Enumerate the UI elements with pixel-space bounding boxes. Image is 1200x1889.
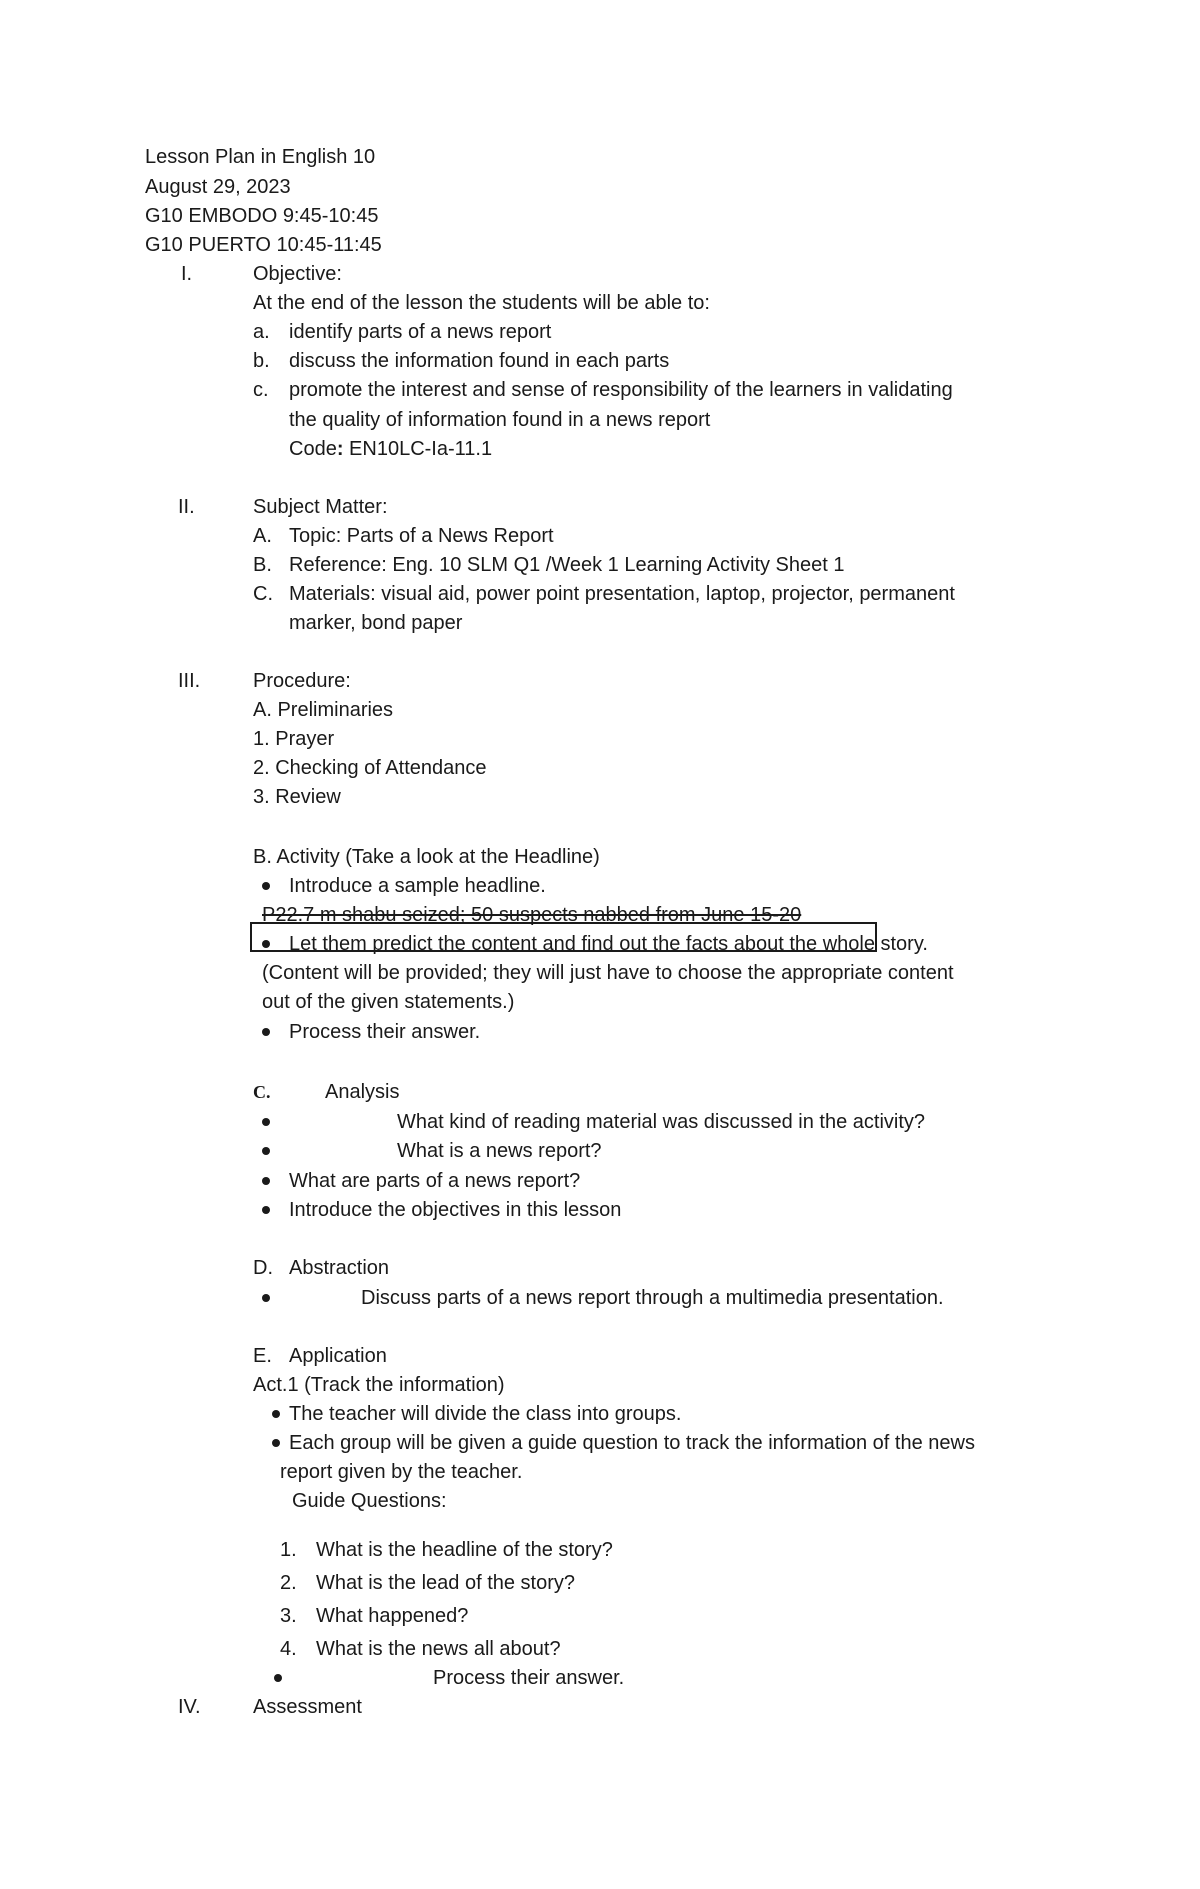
activity-note: (Content will be provided; they will just have to choose the appropriate content <box>262 962 954 984</box>
analysis-question: What are parts of a news report? <box>289 1170 581 1192</box>
subject-item-text-continued: marker, bond paper <box>289 612 463 634</box>
guide-question-number: 2. <box>280 1572 297 1594</box>
subject-item-text: Materials: visual aid, power point presentation, laptop, projector, permanent <box>289 583 955 605</box>
guide-question-number: 4. <box>280 1638 297 1660</box>
application-bullet-text-continued: report given by the teacher. <box>280 1461 523 1483</box>
assessment-numeral: IV. <box>178 1696 201 1718</box>
application-heading: Application <box>289 1345 387 1367</box>
objective-item-marker: b. <box>253 350 270 372</box>
activity-heading: B. Activity (Take a look at the Headline) <box>253 846 600 868</box>
subject-item-text: Topic: Parts of a News Report <box>289 525 554 547</box>
objective-intro: At the end of the lesson the students will be able to: <box>253 292 710 314</box>
bullet-icon <box>262 1294 270 1302</box>
abstraction-marker: D. <box>253 1257 273 1279</box>
highlight-box <box>250 922 877 952</box>
bullet-icon <box>262 1206 270 1214</box>
objective-item-text-continued: the quality of information found in a news report <box>289 409 711 431</box>
bullet-icon <box>262 1147 270 1155</box>
objective-item-marker: c. <box>253 379 269 401</box>
abstraction-item: Discuss parts of a news report through a multimedia presentation. <box>361 1287 944 1309</box>
schedule-embodo: G10 EMBODO 9:45-10:45 <box>145 205 379 227</box>
schedule-puerto: G10 PUERTO 10:45-11:45 <box>145 234 382 256</box>
application-marker: E. <box>253 1345 272 1367</box>
guide-question-number: 3. <box>280 1605 297 1627</box>
activity-note-continued: out of the given statements.) <box>262 991 515 1013</box>
analysis-question: What kind of reading material was discussed in the activity? <box>397 1111 926 1133</box>
objective-item-marker: a. <box>253 321 270 343</box>
application-activity-title: Act.1 (Track the information) <box>253 1374 505 1396</box>
bullet-icon <box>272 1410 280 1418</box>
application-bullet-text: The teacher will divide the class into groups. <box>289 1403 682 1425</box>
objective-heading: Objective: <box>253 263 342 285</box>
subject-item-text: Reference: Eng. 10 SLM Q1 /Week 1 Learning Activity Sheet 1 <box>289 554 845 576</box>
document-title: Lesson Plan in English 10 <box>145 146 376 168</box>
preliminaries-item: 2. Checking of Attendance <box>253 757 487 779</box>
guide-question-text: What is the lead of the story? <box>316 1572 576 1594</box>
bullet-icon <box>262 882 270 890</box>
bullet-icon <box>262 1177 270 1185</box>
preliminaries-item: 1. Prayer <box>253 728 335 750</box>
analysis-marker: C. <box>253 1082 271 1102</box>
code-label: Code <box>289 438 337 460</box>
objective-item-text: discuss the information found in each parts <box>289 350 670 372</box>
bullet-icon <box>274 1674 282 1682</box>
subject-matter-heading: Subject Matter: <box>253 496 388 518</box>
guide-question-text: What is the news all about? <box>316 1638 561 1660</box>
activity-bullet-text: Process their answer. <box>289 1021 481 1043</box>
code-value: EN10LC-Ia-11.1 <box>343 438 493 460</box>
bullet-icon <box>262 1118 270 1126</box>
bullet-icon <box>262 1028 270 1036</box>
activity-bullet-text: Introduce a sample headline. <box>289 875 546 897</box>
analysis-item: Introduce the objectives in this lesson <box>289 1199 622 1221</box>
guide-questions-label: Guide Questions: <box>292 1490 447 1512</box>
subject-item-marker: B. <box>253 554 272 576</box>
competency-code <box>289 437 492 461</box>
process-answer-item: Process their answer. <box>433 1667 625 1689</box>
application-bullet-text: Each group will be given a guide question to track the information of the news <box>289 1432 975 1454</box>
subject-item-marker: A. <box>253 525 272 547</box>
analysis-heading: Analysis <box>325 1081 400 1103</box>
assessment-heading: Assessment <box>253 1696 362 1718</box>
code-colon: : <box>336 438 344 460</box>
preliminaries-item: 3. Review <box>253 786 341 808</box>
bullet-icon <box>272 1439 280 1447</box>
procedure-heading: Procedure: <box>253 670 351 692</box>
subject-item-marker: C. <box>253 583 273 605</box>
preliminaries-heading: A. Preliminaries <box>253 699 394 721</box>
analysis-question: What is a news report? <box>397 1140 602 1162</box>
lesson-date: August 29, 2023 <box>145 176 291 198</box>
guide-question-text: What happened? <box>316 1605 469 1627</box>
sample-headline: P22.7 m shabu seized; 50 suspects nabbed from June 15-20 <box>262 904 802 926</box>
subject-matter-numeral: II. <box>178 496 195 518</box>
abstraction-heading: Abstraction <box>289 1257 390 1279</box>
activity-bullet-text: Let them predict the content and find out the facts about the whole story. <box>289 933 928 955</box>
procedure-numeral: III. <box>178 670 201 692</box>
objective-item-text: identify parts of a news report <box>289 321 552 343</box>
guide-question-number: 1. <box>280 1539 297 1561</box>
objective-numeral: I. <box>181 263 193 285</box>
guide-question-text: What is the headline of the story? <box>316 1539 613 1561</box>
objective-item-text: promote the interest and sense of responsibility of the learners in validating <box>289 379 953 401</box>
